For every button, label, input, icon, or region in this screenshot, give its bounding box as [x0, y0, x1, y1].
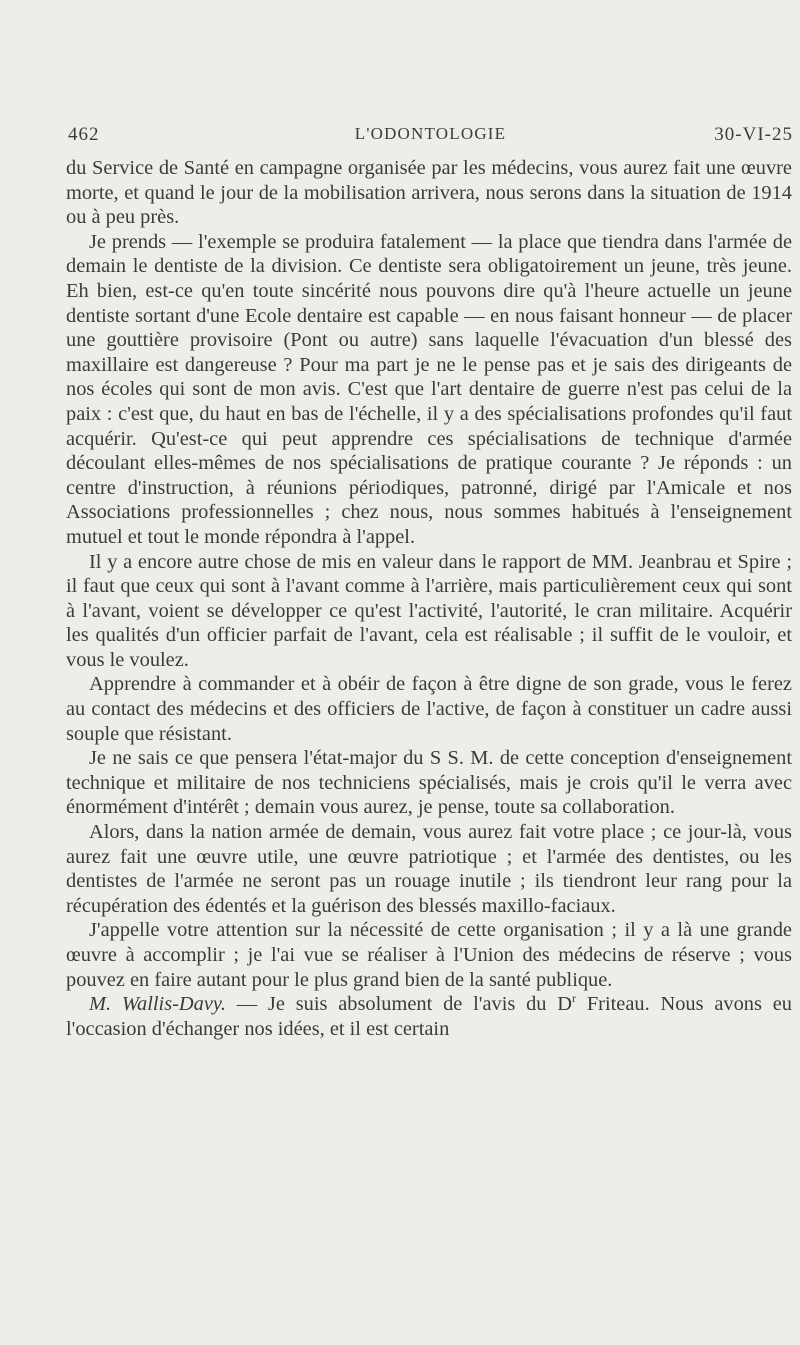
paragraph: J'appelle votre attention sur la nécessité de cette organisation ; il y a là une grande œuvre à accomplir ; je l'ai vue se réaliser à l'Union des médecins de réserve ; vous pouvez en faire autant pour le plus grand bien de la santé publique. [66, 919, 792, 991]
journal-title: L'ODONTOLOGIE [354, 124, 507, 143]
paragraph: Alors, dans la nation armée de demain, vous aurez fait votre place ; ce jour-là, vous aurez fait une œuvre utile, une œuvre patriotique ; et l'armée des dentistes, ou les dentistes de l'armée ne seront pas un rouage inutile ; ils tiendront leur rang pour la récupération des édentés et la guérison des blessés maxillo-faciaux. [66, 821, 792, 917]
body-text [66, 156, 792, 1041]
paragraph: Je ne sais ce que pensera l'état-major du S S. M. de cette conception d'enseignement technique et militaire de nos techniciens spécialisés, mais je crois qu'il le verra avec énormément d'intérêt ; demain vous aurez, je pense, toute sa collaboration. [66, 747, 792, 819]
speaker-name: M. Wallis-Davy. [89, 993, 226, 1016]
issue-date: 30-VI-25 [714, 124, 793, 145]
page-number: 462 [68, 124, 100, 145]
speaker-text-start: — Je suis absolument de l'avis du D [225, 993, 573, 1016]
speaker-text-end: Friteau. Nous avons eu l'occasion d'échanger nos idées, et il est certain [66, 993, 792, 1040]
title-abbreviation-superscript: r [572, 991, 577, 1006]
paragraph: Je prends — l'exemple se produira fatalement — la place que tiendra dans l'armée de demain le dentiste de la division. Ce dentiste sera obligatoirement un jeune, très jeune. Eh bien, est-ce qu'en toute sincérité nous pouvons dire qu'à l'heure actuelle un jeune dentiste sortant d'une Ecole dentaire est capable — en nous faisant honneur — de placer une gouttière provisoire (Pont ou autre) sans laquelle l'évacuation d'un blessé des maxillaire est dangereuse ? Pour ma part je ne le pense pas et je sais des dirigeants de nos écoles qui sont de mon avis. C'est que l'art dentaire de guerre n'est pas celui de la paix : c'est que, du haut en bas de l'échelle, il y a des spécialisations profondes qu'il faut acquérir. Qu'est-ce qui peut apprendre ces spécialisations de technique d'armée découlant elles-mêmes de nos spécialisations de pratique courante ? Je réponds : un centre d'instruction, à réunions périodiques, patronné, dirigé par l'Amicale et nos Associations professionnelles ; chez nous, nous sommes habitués à l'enseignement mutuel et tout le monde répondra à l'appel. [66, 230, 792, 548]
paragraph: Il y a encore autre chose de mis en valeur dans le rapport de MM. Jeanbrau et Spire ; il faut que ceux qui sont à l'avant comme à l'arrière, mais particulièrement ceux qui sont à l'avant, voient se développer ce qu'est l'activité, l'autorité, le cran militaire. Acquérir les qualités d'un officier parfait de l'avant, cela est réalisable ; il suffit de le vouloir, et vous le voulez. [66, 550, 792, 671]
speaker-paragraph [66, 992, 792, 1041]
paragraph: du Service de Santé en campagne organisée par les médecins, vous aurez fait une œuvre morte, et quand le jour de la mobilisation arrivera, nous serons dans la situation de 1914 ou à peu près. [66, 157, 792, 229]
paragraph: Apprendre à commander et à obéir de façon à être digne de son grade, vous le ferez au contact des médecins et des officiers de l'active, de façon à constituer un cadre aussi souple que résistant. [66, 673, 792, 745]
running-header [68, 124, 793, 150]
